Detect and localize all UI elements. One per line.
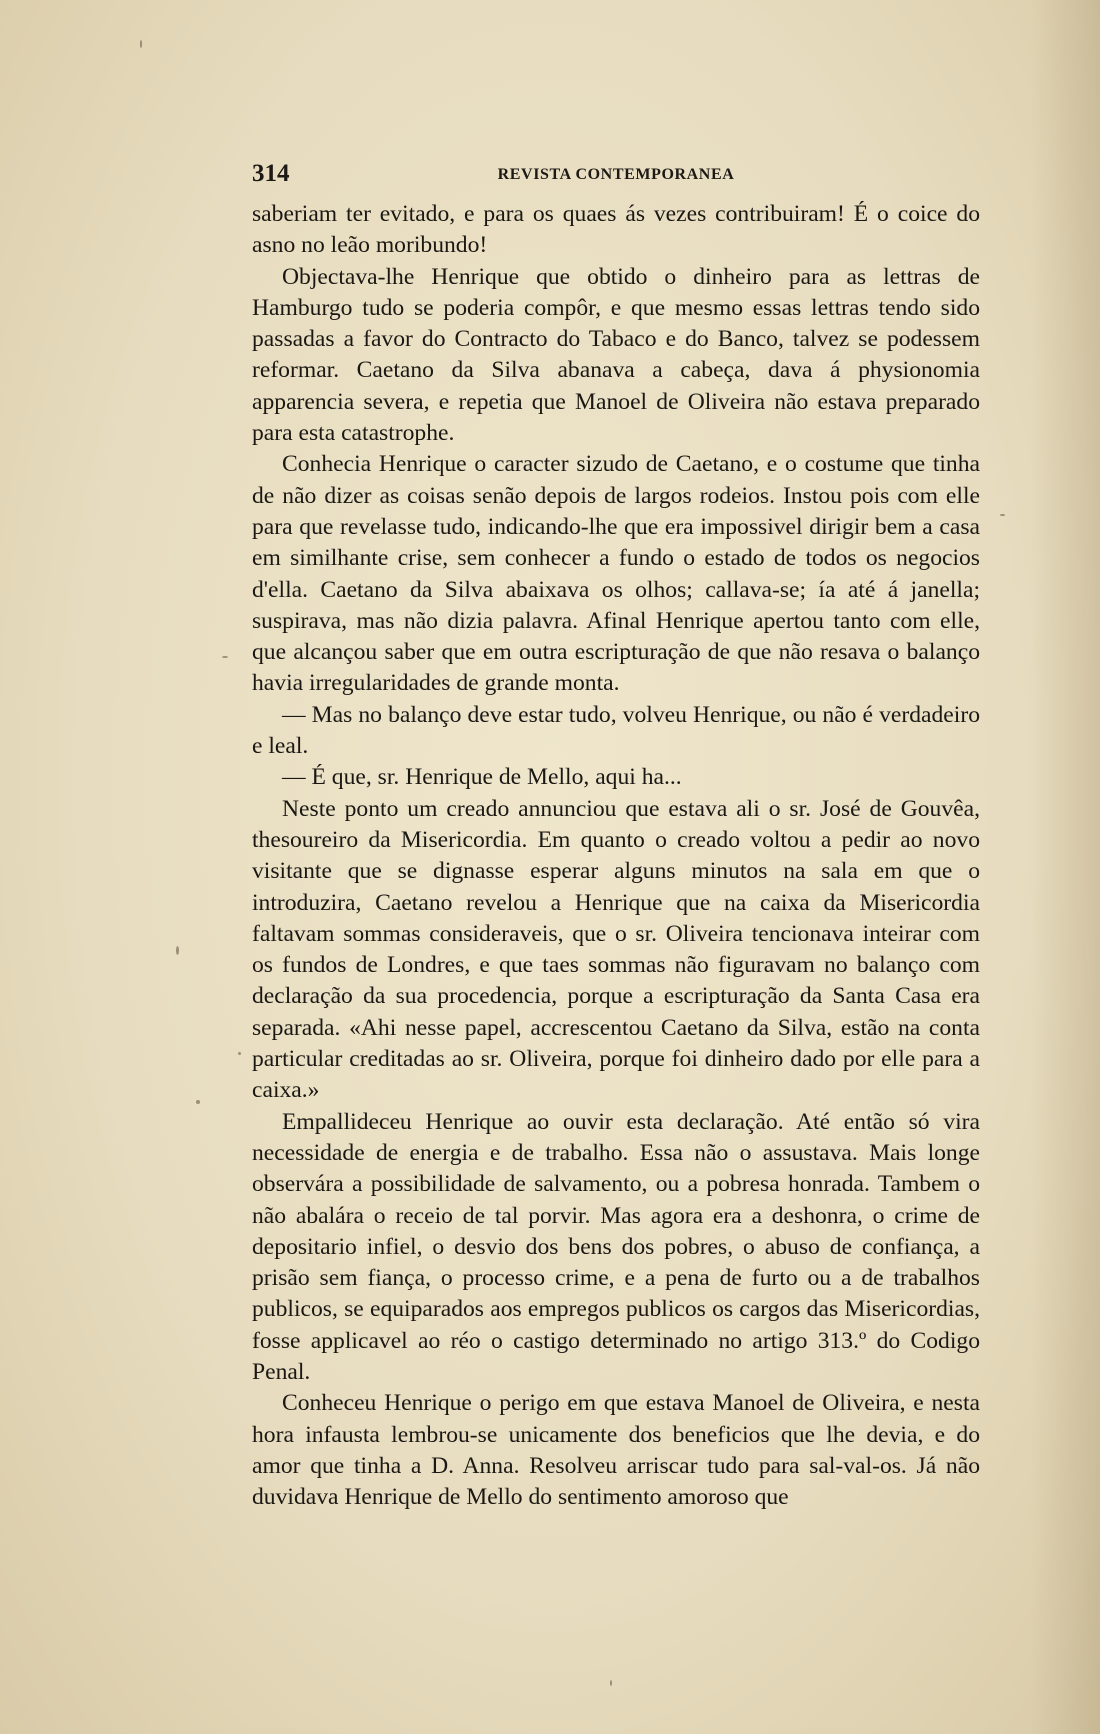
paper-speck xyxy=(222,656,228,658)
paragraph-4: — Mas no balanço deve estar tudo, volveu Henrique, ou não é verdadeiro e leal. xyxy=(252,701,980,760)
paper-speck xyxy=(610,1680,612,1686)
paragraph-6: Neste ponto um creado annunciou que estava ali o sr. José de Gouvêa, thesoureiro da Misericordia. Em quanto o creado voltou a pedir ao novo visitante que se dignasse esperar alguns minutos na sala em que o introduzira, Caetano revelou a Henrique que na caixa da Misericordia faltavam sommas consideraveis, que o sr. Oliveira tencionava inteirar com os fundos de Londres, e que taes sommas não figuravam no balanço com declaração da sua procedencia, porque a escripturação da Santa Casa era separada. «Ahi nesse papel, accrescentou Caetano da Silva, estão na conta particular creditadas ao sr. Oliveira, porque foi dinheiro dado por elle para a caixa.» xyxy=(252,795,980,1104)
body-text xyxy=(252,199,980,1513)
page-edge-shadow xyxy=(1030,0,1100,1734)
paper-speck xyxy=(140,40,142,48)
paragraph-7: Empallideceu Henrique ao ouvir esta declaração. Até então só vira necessidade de energia e de trabalho. Essa não o assustava. Mais longe observára a possibilidade de salvamento, ou a pobresa honrada. Tambem o não abalára o receio de tal porvir. Mas agora era a deshonra, o crime de depositario infiel, o desvio dos bens dos pobres, o abuso de confiança, a prisão sem fiança, o processo crime, e a pena de furto ou a de trabalhos publicos, se equiparados aos empregos publicos os cargos das Misericordias, fosse applicavel ao réo o castigo determinado no artigo 313.º do Codigo Penal. xyxy=(252,1108,980,1385)
paper-speck xyxy=(196,1100,200,1104)
paragraph-5: — É que, sr. Henrique de Mello, aqui ha... xyxy=(282,764,682,791)
paper-speck xyxy=(238,1052,241,1055)
paper-speck xyxy=(176,946,179,955)
paragraph-1: saberiam ter evitado, e para os quaes ás vezes contribuiram! É o coice do asno no leão moribundo! xyxy=(252,201,980,259)
paper-speck xyxy=(1000,514,1005,516)
paragraph-8: Conheceu Henrique o perigo em que estava Manoel de Oliveira, e nesta hora infausta lembrou-se unicamente dos beneficios que lhe devia, e do amor que tinha a D. Anna. Resolveu arriscar tudo para sal-val-os. Já não duvidava Henrique de Mello do sentimento amoroso que xyxy=(252,1390,980,1511)
page-number: 314 xyxy=(252,160,290,187)
paragraph-3: Conhecia Henrique o caracter sizudo de Caetano, e o costume que tinha de não dizer as coisas senão depois de largos rodeios. Instou pois com elle para que revelasse tudo, indicando-lhe que era impossivel dirigir bem a casa em similhante crise, sem conhecer a fundo o estado de todos os negocios d'ella. Caetano da Silva abaixava os olhos; callava-se; ía até á janella; suspirava, mas não dizia palavra. Afinal Henrique apertou tanto com elle, que alcançou saber que em outra escripturação de que não resava o balanço havia irregularidades de grande monta. xyxy=(252,451,980,697)
running-title: REVISTA CONTEMPORANEA xyxy=(497,166,735,183)
paragraph-2: Objectava-lhe Henrique que obtido o dinheiro para as lettras de Hamburgo tudo se poderia compôr, e que mesmo essas lettras tendo sido passadas a favor do Contracto do Tabaco e do Banco, talvez se podessem reformar. Caetano da Silva abanava a cabeça, dava á physionomia apparencia severa, e repetia que Manoel de Oliveira não estava preparado para esta catastrophe. xyxy=(252,263,980,447)
page-header xyxy=(252,160,980,186)
